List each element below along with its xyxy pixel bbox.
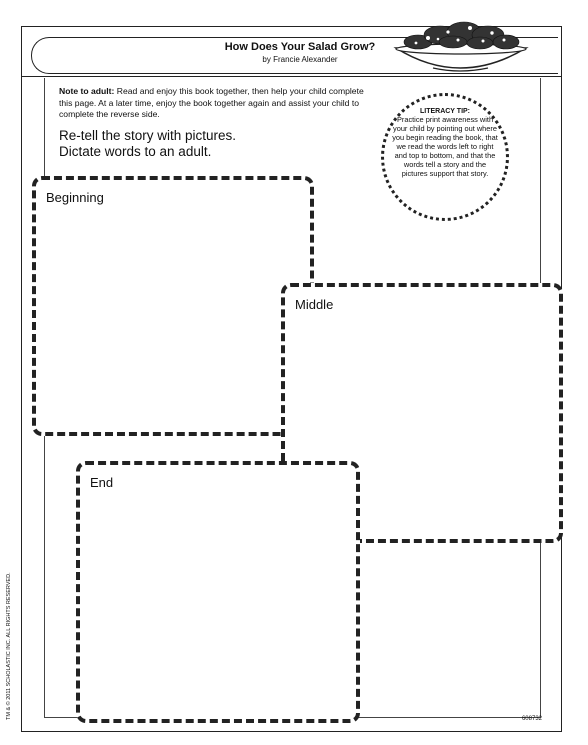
end-box[interactable] [76,461,360,723]
literacy-tip-body: Practice print awareness with your child by pointing out where you begin reading the book, that we read the words left to right and top to bottom, and that the words tell a story and the pictures support that story. [392,115,498,178]
literacy-tip-title: LITERACY TIP: [419,108,471,115]
beginning-box[interactable] [32,176,314,436]
note-to-adult [59,86,379,121]
end-label: End [90,475,114,490]
note-text: Read and enjoy this book together, then help your child complete this page. At a later time, enjoy the book together again and assist your child to complete the reverse side. [59,86,364,119]
page-author: by Francie Alexander [262,55,338,64]
middle-label: Middle [295,297,334,312]
instruction-line-1: Re-tell the story with pictures. [59,128,237,143]
note-label: Note to adult: [59,86,115,96]
beginning-label: Beginning [46,190,104,205]
literacy-tip-badge [381,93,509,221]
instruction-line-2: Dictate words to an adult. [59,144,212,159]
product-code: 608732 [521,716,542,722]
salad-bowl-icon [388,18,533,78]
instructions [59,128,236,160]
copyright-notice: TM & © 2011 SCHOLASTIC INC. ALL RIGHTS RESERVED. [6,572,12,720]
page-title: How Does Your Salad Grow? [224,41,376,53]
